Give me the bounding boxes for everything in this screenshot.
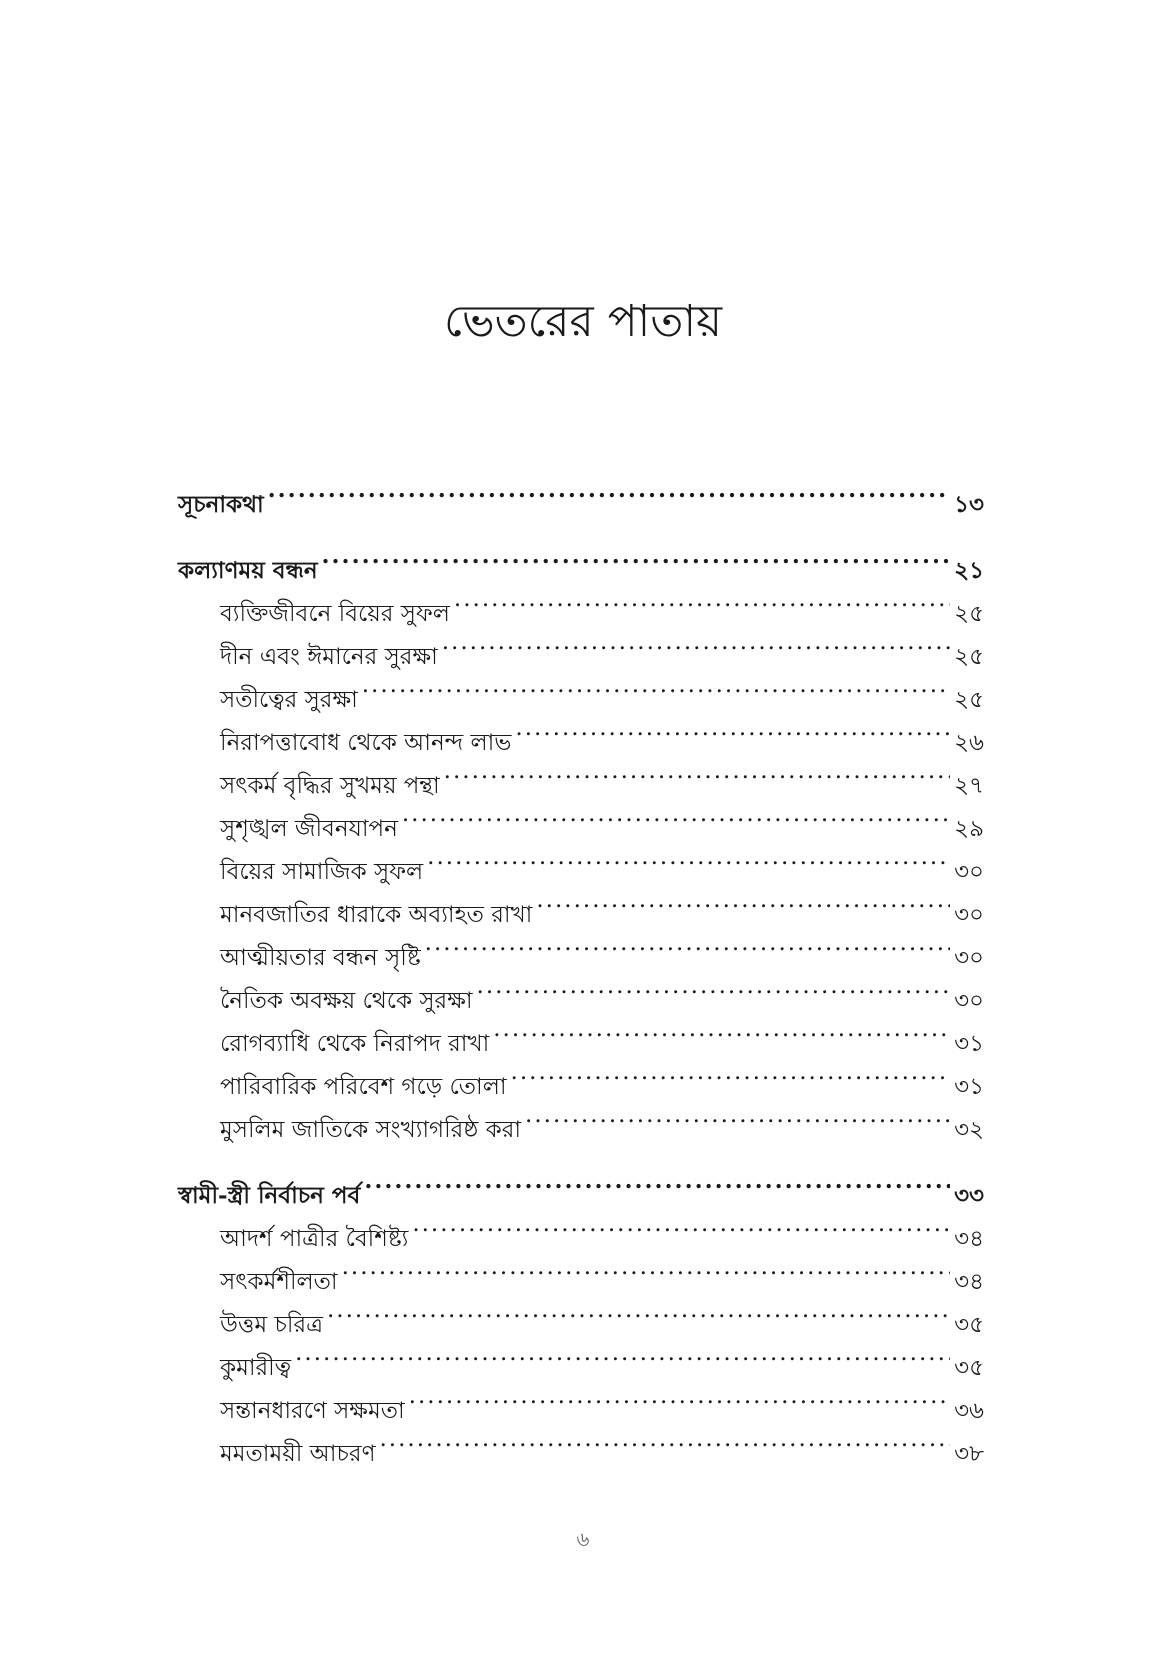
toc-entry-title: সন্তানধারণে সক্ষমতা [220,1398,405,1424]
toc-entry-page: ৩৫ [954,1355,984,1381]
toc-entry-title: সৎকর্ম বৃদ্ধির সুখময় পন্থা [220,773,440,799]
dot-leader [444,750,950,793]
toc-section [178,468,984,518]
toc-entry-page: ২৫ [954,687,984,713]
dot-leader [327,1289,950,1332]
table-of-contents [178,468,984,1483]
dot-leader [511,1051,951,1094]
toc-entry-title: পারিবারিক পরিবেশ গড়ে তোলা [220,1074,507,1100]
toc-entry-main[interactable] [178,534,984,584]
dot-leader [364,1159,950,1203]
dot-leader [425,922,950,965]
toc-entry-page: ৩৮ [954,1441,984,1467]
dot-leader [477,965,951,1008]
toc-entry-page: ৩০ [954,859,984,885]
toc-entry-title: সতীত্বের সুরক্ষা [220,687,358,713]
dot-leader [493,1008,950,1051]
toc-section [178,534,984,1143]
toc-entry-page: ৩০ [954,945,984,971]
dot-leader [342,1246,951,1289]
dot-leader [322,534,951,578]
toc-entry-title: সুশৃঙ্খল জীবনযাপন [220,816,398,842]
toc-entry-title: নিরাপত্তাবোধ থেকে আনন্দ লাভ [220,730,512,756]
toc-entry-title: সূচনাকথা [178,491,264,518]
toc-entry-page: ২৫ [954,644,984,670]
toc-section [178,1159,984,1467]
toc-entry-title: দীন এবং ঈমানের সুরক্ষা [220,644,438,670]
toc-entry-title: ব্যক্তিজীবনে বিয়ের সুফল [220,601,450,627]
dot-leader [515,707,950,750]
toc-entry-main[interactable] [178,1159,984,1209]
toc-entry-page: ৩১ [954,1031,984,1057]
toc-entry-page: ৩৩ [954,1182,984,1209]
toc-entry-title: উত্তম চরিত্র [220,1312,323,1338]
toc-entry-title: রোগব্যাধি থেকে নিরাপদ রাখা [220,1031,490,1057]
toc-entry-page: ১৩ [954,491,984,518]
toc-entry-main[interactable] [178,468,984,518]
toc-entry-page: ৩৪ [954,1226,984,1252]
dot-leader [442,621,950,664]
toc-entry-page: ২১ [954,557,984,584]
toc-entry-title: কল্যাণময় বন্ধন [178,557,318,584]
toc-entry-title: কুমারীত্ব [220,1355,292,1381]
toc-entry-page: ২৯ [954,816,984,842]
toc-entry-title: নৈতিক অবক্ষয় থেকে সুরক্ষা [220,988,473,1014]
toc-entry-title: আত্মীয়তার বন্ধন সৃষ্টি [220,945,421,971]
dot-leader [525,1094,950,1137]
toc-entry-title: স্বামী-স্ত্রী নির্বাচন পর্ব [178,1182,361,1209]
toc-entry-page: ৩৫ [954,1312,984,1338]
toc-entry-sub[interactable] [178,1375,984,1424]
dot-leader [268,468,950,512]
dot-leader [379,1418,950,1461]
dot-leader [412,1203,950,1246]
toc-entry-page: ২৫ [954,601,984,627]
toc-entry-page: ৩৬ [954,1398,984,1424]
toc-entry-page: ৩০ [954,902,984,928]
toc-entry-title: সৎকর্মশীলতা [220,1269,338,1295]
toc-entry-title: মানবজাতির ধারাকে অব্যাহত রাখা [220,902,533,928]
toc-entry-page: ৩২ [954,1117,984,1143]
page-number: ৬ [576,1527,590,1551]
toc-entry-sub[interactable] [178,1332,984,1381]
toc-entry-page: ৩৪ [954,1269,984,1295]
toc-entry-title: মুসলিম জাতিকে সংখ্যাগরিষ্ঠ করা [220,1117,522,1143]
page-title: ভেতরের পাতায় [443,296,723,347]
toc-entry-title: বিয়ের সামাজিক সুফল [220,859,424,885]
toc-entry-page: ২৭ [954,773,984,799]
dot-leader [409,1375,950,1418]
toc-entry-title: আদর্শ পাত্রীর বৈশিষ্ট্য [220,1226,409,1252]
dot-leader [362,664,950,707]
dot-leader [427,836,950,879]
toc-entry-page: ৩১ [954,1074,984,1100]
dot-leader [454,578,950,621]
toc-entry-page: ২৬ [954,730,984,756]
dot-leader [402,793,950,836]
dot-leader [295,1332,950,1375]
dot-leader [536,879,950,922]
toc-entry-title: মমতাময়ী আচরণ [220,1441,376,1467]
toc-entry-page: ৩০ [954,988,984,1014]
